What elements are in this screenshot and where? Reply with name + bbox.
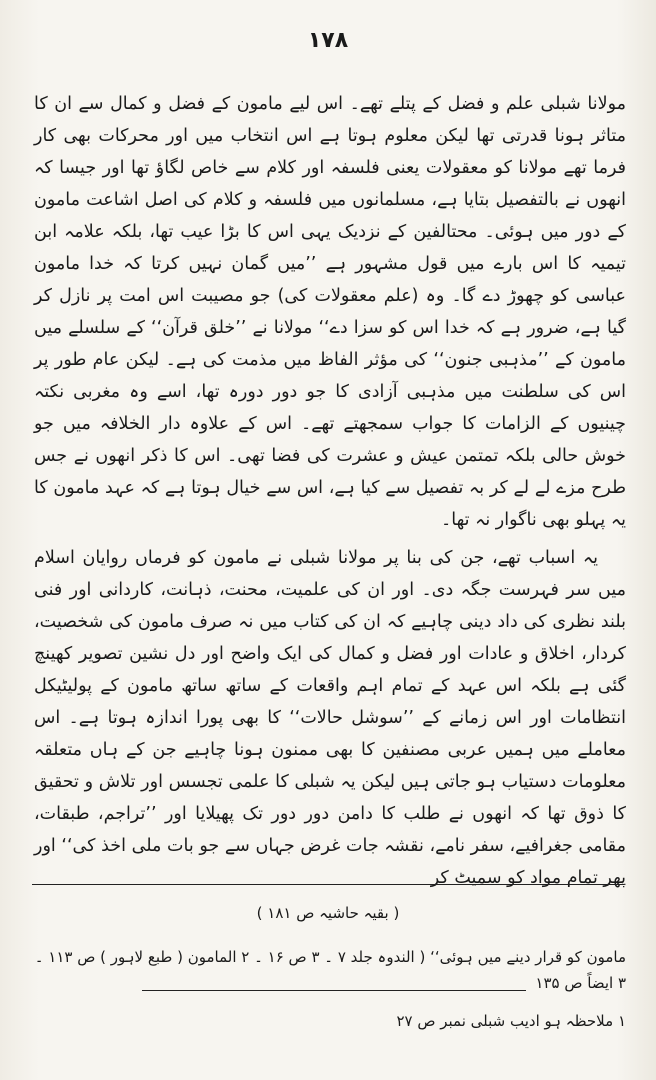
body-text bbox=[34, 88, 626, 900]
footnote-short-divider bbox=[142, 990, 526, 991]
footnote-continued-label: ( بقیہ حاشیہ ص ۱۸۱ ) bbox=[256, 904, 400, 922]
footnote-1: ۱ ملاحظہ ہو ادیب شبلی نمبر ص ۲۷ bbox=[396, 1012, 626, 1030]
page-number: ۱۷۸ bbox=[307, 28, 349, 53]
footnote-divider bbox=[32, 884, 624, 885]
footnote-reference-line: مامون کو قرار دینے میں ہوئی‘‘ ( الندوہ جلد ۷ ۔ ۳ ص ۱۶ ۔ ۲ المامون ( طبع لاہور ) ص ۱۱۳ ۔ ۳ ایضاً ص ۱۳۵ bbox=[34, 948, 626, 992]
paragraph-2: یہ اسباب تھے، جن کی بنا پر مولانا شبلی نے مامون کو فرماں روایان اسلام میں سر فہرست جگہ دی۔ اور ان کی علمیت، محنت، ذہانت، کاردانی اور فنی بلند نظری کی داد دینی چاہیے کہ ان کی کتاب میں نہ صرف مامون کی شخصیت، کردار، اخلاق و عادات اور فضل و کمال کی ایک واضح اور دل نشین تصویر کھینچ گئی ہے بلکہ اس عہد کے تمام اہم واقعات کے ساتھ ساتھ مامون کے پولیٹیکل انتظامات اور اس زمانے کے ’’سوشل حالات‘‘ کا بھی پورا اندازہ ہوتا ہے۔ اس معاملے میں ہمیں عربی مصنفین کا بھی ممنون ہونا چاہیے جن کے ہاں متعلقہ معلومات دستیاب ہو جاتی ہیں لیکن یہ شبلی کا علمی تجسس اور تلاش و تحقیق کا ذوق تھا کہ انھوں نے طلب کا دامن دور دور تک پھیلایا اور ’’تراجم، طبقات، مقامی جغرافیے، سفر نامے، نقشہ جات غرض جہاں سے جو بات ملی اخذ کی‘‘ اور پھر تمام مواد کو سمیٹ کر bbox=[34, 548, 626, 888]
paragraph-1: مولانا شبلی علم و فضل کے پتلے تھے۔ اس لیے مامون کے فضل و کمال سے ان کا متاثر ہونا قدرتی تھا لیکن معلوم ہوتا ہے اس انتخاب میں اور محرکات بھی کار فرما تھے مولانا کو معقولات یعنی فلسفہ اور کلام سے خاص لگاؤ تھا اور جیسا کہ انھوں نے بالتفصیل بتایا ہے، مسلمانوں میں فلسفہ و کلام کی اصل اشاعت مامون کے دور میں ہوئی۔ محتالفین کے نزدیک یہی اس کا بڑا عیب تھا، بلکہ علامہ ابن تیمیہ کا اس بارے میں قول مشہور ہے ’’میں گمان نہیں کرتا کہ خدا مامون عباسی کو چھوڑ دے گا۔ وہ (علم معقولات کی) جو مصیبت اس امت پر نازل کر گیا ہے، ضرور ہے کہ خدا اس کو سزا دے‘‘ مولانا نے ’’خلق قرآن‘‘ کے سلسلے میں مامون کے ’’مذہبی جنون‘‘ کی مؤثر الفاظ میں مذمت کی ہے۔ لیکن عام طور پر اس کی سلطنت میں مذہبی آزادی کا جو دور دورہ تھا، اسے وہ مغربی نکتہ چینیوں کے الزامات کا جواب سمجھتے تھے۔ اس کے علاوہ دار الخلافہ میں جو خوش حالی بلکہ تمتمن عیش و عشرت کی فضا تھی۔ اس کا ذکر انھوں نے جس طرح مزے لے لے کر بہ تفصیل سے کیا ہے، اس سے خیال ہوتا ہے کہ عہد مامون کا یہ پہلو بھی ناگوار نہ تھا۔ bbox=[34, 94, 626, 530]
